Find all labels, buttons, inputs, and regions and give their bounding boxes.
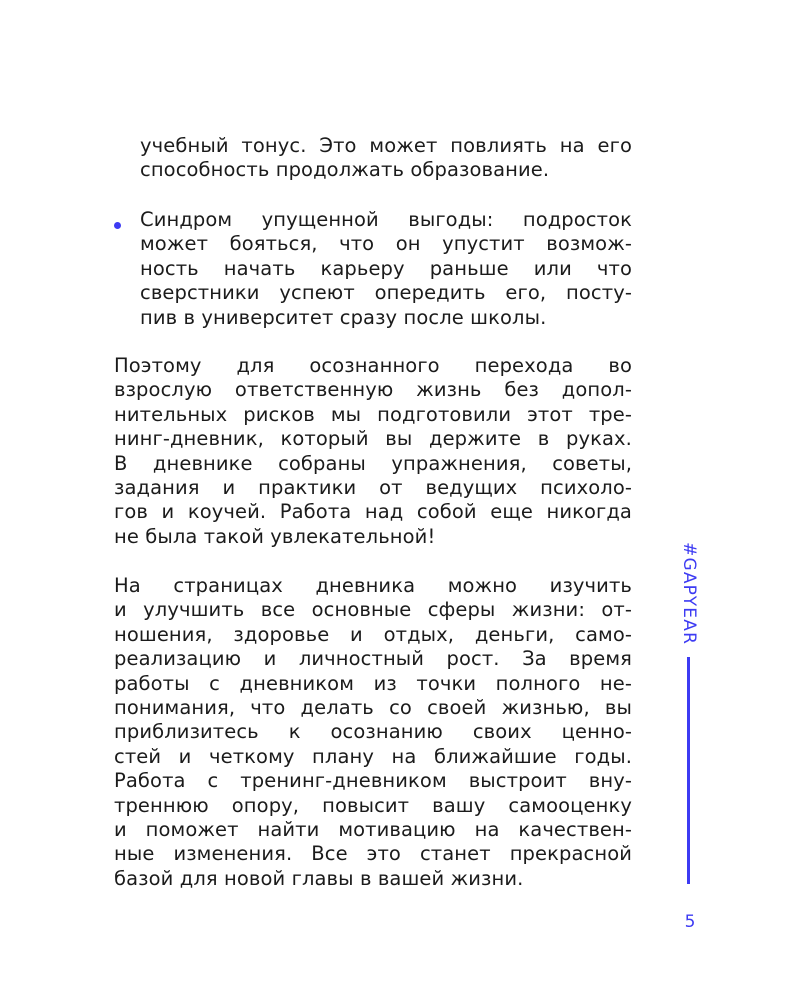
- text-line: реализацию и личностный рост. За время: [114, 647, 632, 671]
- text-line: стей и четкому плану на ближайшие годы.: [114, 744, 632, 768]
- text-line: взрослую ответственную жизнь без допол-: [114, 378, 632, 402]
- text-line: На страницах дневника можно изучить: [114, 574, 632, 597]
- bullet-dot-icon: [114, 222, 121, 229]
- text-line: пив в университет сразу после школы.: [140, 305, 547, 329]
- paragraph-2: [114, 574, 632, 891]
- text-line: сверстники успеют опередить его, посту-: [140, 281, 632, 305]
- text-line: не была такой увлекательной!: [114, 524, 436, 548]
- text-line: ность начать карьеру раньше или что: [140, 256, 632, 280]
- text-line: гов и коучей. Работа над собой еще никогда: [114, 500, 632, 524]
- bullet-item-text: [140, 208, 632, 330]
- text-line: учебный тонус. Это может повлиять на его: [140, 134, 632, 157]
- text-line: понимания, что делать со своей жизнью, вы: [114, 695, 632, 719]
- side-hashtag: #GAPYEAR: [679, 542, 699, 646]
- text-line: ные изменения. Все это станет прекрасной: [114, 842, 632, 866]
- text-line: и улучшить все основные сферы жизни: от-: [114, 598, 632, 622]
- text-line: нительных рисков мы подготовили этот тре-: [114, 402, 632, 426]
- continuation-text: [140, 134, 632, 183]
- text-line: может бояться, что он упустит возмож-: [140, 232, 632, 256]
- text-line: задания и практики от ведущих психоло-: [114, 475, 632, 499]
- text-line: Поэтому для осознанного перехода во: [114, 354, 632, 377]
- text-line: Работа с тренинг-дневником выстроит вну-: [114, 769, 632, 793]
- paragraph-1: [114, 354, 632, 549]
- text-line: В дневнике собраны упражнения, советы,: [114, 451, 632, 475]
- text-line: работы с дневником из точки полного не-: [114, 671, 632, 695]
- text-line: приблизитесь к осознанию своих ценно-: [114, 720, 632, 744]
- text-line: базой для новой главы в вашей жизни.: [114, 866, 524, 890]
- text-line: нинг-дневник, который вы держите в руках.: [114, 427, 632, 451]
- text-line: и поможет найти мотивацию на качествен-: [114, 817, 632, 841]
- text-line: треннюю опору, повысит вашу самооценку: [114, 793, 632, 817]
- side-divider: [687, 657, 690, 884]
- text-line: способность продолжать образование.: [140, 158, 550, 182]
- page-number: 5: [684, 912, 696, 932]
- text-line: Синдром упущенной выгоды: подросток: [140, 208, 632, 231]
- text-line: ношения, здоровье и отдых, деньги, само-: [114, 622, 632, 646]
